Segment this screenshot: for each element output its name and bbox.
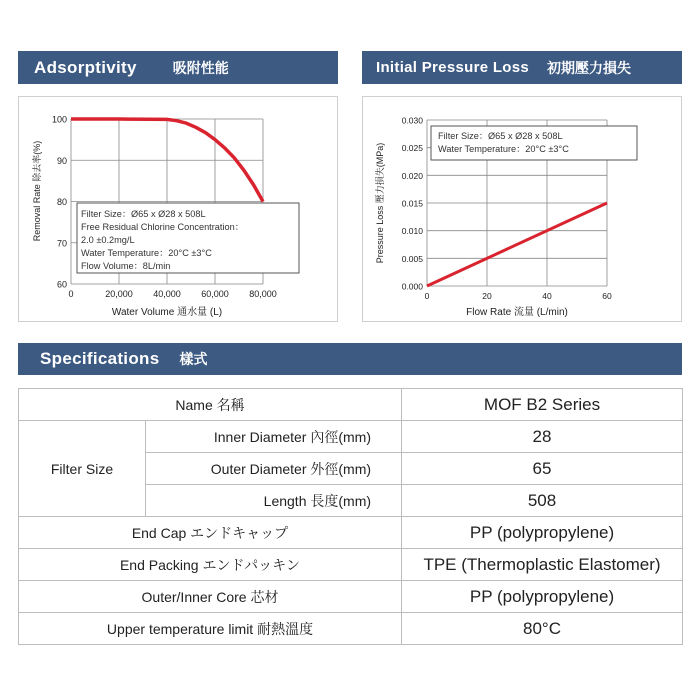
name-label: Name 名稱 [19,389,402,421]
y-tick-label: 0.025 [401,143,423,154]
y-tick-label: 0.015 [401,198,423,209]
pressure-header [362,51,682,84]
y-ticks [52,115,67,290]
outer-diameter-label: Outer Diameter 外徑(mm) [146,453,402,485]
end-packing-value: TPE (Thermoplastic Elastomer) [402,549,683,581]
y-axis-label: Pressure Loss 壓力損失(MPa) [375,142,385,264]
adsorptivity-header [18,51,338,84]
end-cap-label: End Cap エンドキャップ [19,517,402,549]
y-tick-label: 60 [56,279,67,290]
annotation-line: Free Residual Chlorine Concentration： [81,222,244,232]
x-tick-label: 0 [424,291,430,301]
end-cap-value: PP (polypropylene) [402,517,683,549]
specifications-title-jp: 樣式 [179,351,208,367]
table-row [19,389,683,421]
core-value: PP (polypropylene) [402,581,683,613]
table-row [19,421,683,453]
temperature-limit-value: 80°C [402,613,683,645]
specifications-table [18,388,683,645]
adsorptivity-chart [19,97,339,323]
end-packing-label: End Packing エンドパッキン [19,549,402,581]
y-tick-label: 70 [56,238,67,249]
x-tick-label: 0 [68,289,74,299]
y-tick-label: 0.030 [401,115,423,126]
x-tick-label: 80,000 [249,289,277,299]
x-ticks [425,291,612,301]
pressure-title: Initial Pressure Loss [376,59,530,76]
pressure-chart [363,97,683,323]
annotation-line: Filter Size：Ø65 x Ø28 x 508L [81,209,206,219]
table-row [19,517,683,549]
length-label: Length 長度(mm) [146,485,402,517]
specifications-header [18,343,682,375]
y-tick-label: 0.005 [401,253,423,264]
name-value: MOF B2 Series [402,389,683,421]
y-ticks [402,116,424,292]
y-tick-label: 0.000 [401,281,423,292]
outer-diameter-value: 65 [402,453,683,485]
y-tick-label: 0.020 [401,170,423,181]
x-tick-label: 20 [482,291,492,301]
x-ticks [68,289,276,299]
temperature-limit-label: Upper temperature limit 耐熱溫度 [19,613,402,645]
y-axis-label: Removal Rate 除去率(%) [32,140,42,242]
core-label: Outer/Inner Core 芯材 [19,581,402,613]
x-axis-label: Flow Rate 流量 (L/min) [466,307,568,318]
pressure-title-jp: 初期壓力損失 [547,59,632,76]
adsorptivity-chart-panel [18,96,338,322]
inner-diameter-value: 28 [402,421,683,453]
table-row [19,581,683,613]
x-tick-label: 60 [602,291,612,301]
x-tick-label: 40,000 [153,289,181,299]
x-tick-label: 60,000 [201,289,229,299]
table-row [19,549,683,581]
annotation-line: Filter Size：Ø65 x Ø28 x 508L [438,131,563,141]
y-tick-label: 90 [56,155,67,166]
annotation-line: Flow Volume：8L/min [81,261,171,271]
x-tick-label: 20,000 [105,289,133,299]
specifications-title: Specifications [40,349,160,368]
filter-size-label: Filter Size [19,421,146,517]
x-tick-label: 40 [542,291,552,301]
annotation-line: Water Temperature：20°C ±3°C [81,248,212,258]
pressure-loss-line [427,203,607,286]
inner-diameter-label: Inner Diameter 內徑(mm) [146,421,402,453]
annotation-line: Water Temperature：20°C ±3°C [438,144,569,154]
y-tick-label: 80 [56,197,67,207]
x-axis-label: Water Volume 通水量 (L) [111,307,223,318]
length-value: 508 [402,485,683,517]
y-tick-label: 0.010 [401,226,423,237]
annotation-line: 2.0 ±0.2mg/L [81,235,135,245]
y-tick-label: 100 [51,114,67,125]
adsorptivity-title-jp: 吸附性能 [172,59,229,76]
table-row [19,613,683,645]
pressure-chart-panel [362,96,682,322]
adsorptivity-title: Adsorptivity [34,57,137,77]
